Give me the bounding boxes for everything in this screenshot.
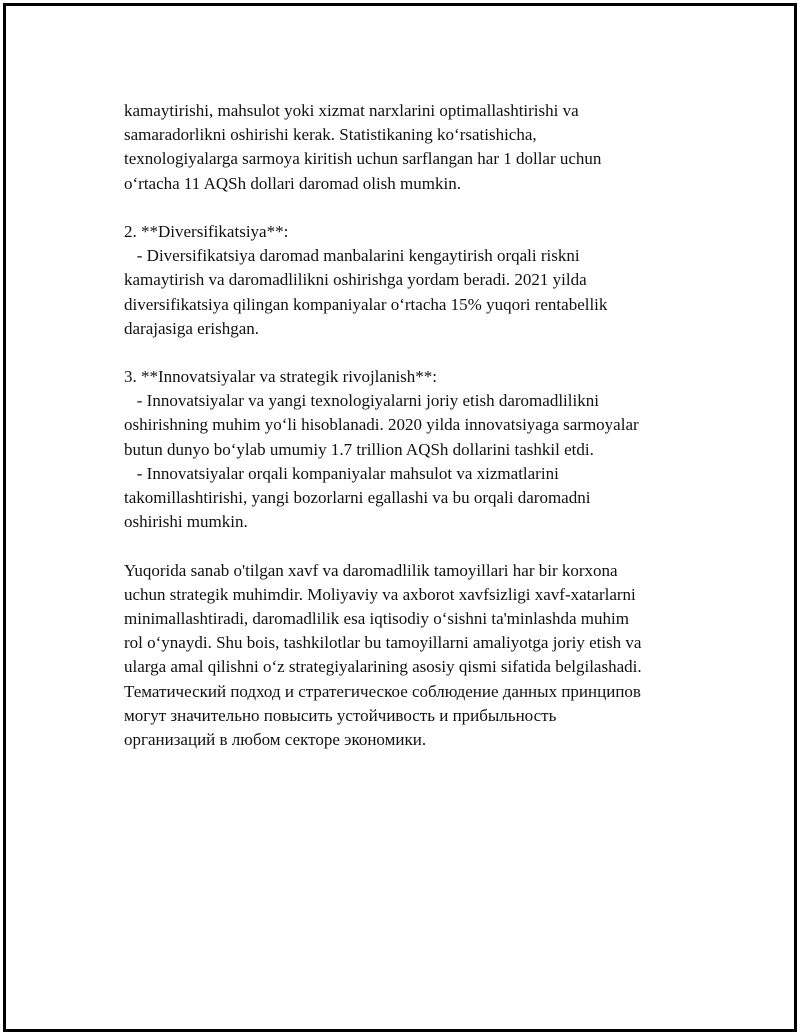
text-line: diversifikatsiya qilingan kompaniyalar o‘rtacha 15% yuqori rentabellik: [124, 294, 608, 314]
text-line: oshirishi mumkin.: [124, 512, 248, 532]
text-line: butun dunyo bo‘ylab umumiy 1.7 trillion AQSh dollarini tashkil etdi.: [124, 439, 594, 459]
text-line: - Innovatsiyalar orqali kompaniyalar mahsulot va xizmatlarini: [124, 463, 559, 483]
text-line: minimallashtiradi, daromadlilik esa iqtisodiy o‘sishni ta'minlashda muhim: [124, 608, 629, 628]
text-line: Тематический подход и стратегическое соблюдение данных принципов: [124, 681, 641, 701]
text-line: oshirishning muhim yo‘li hisoblanadi. 2020 yilda innovatsiyaga sarmoyalar: [124, 415, 639, 435]
text-line: o‘rtacha 11 AQSh dollari daromad olish mumkin.: [124, 173, 461, 193]
section-innovation: [124, 365, 704, 534]
paragraph-gap: [124, 196, 704, 220]
text-line: samaradorlikni oshirishi kerak. Statistikaning ko‘rsatishicha,: [124, 125, 537, 145]
document-body: [124, 99, 704, 752]
text-line: - Innovatsiyalar va yangi texnologiyalarni joriy etish daromadlilikni: [124, 391, 599, 411]
section-diversification: [124, 220, 704, 341]
text-line: uchun strategik muhimdir. Moliyaviy va axborot xavfsizligi xavf-xatarlarni: [124, 584, 636, 604]
paragraph-intro: [124, 99, 704, 196]
text-line: организаций в любом секторе экономики.: [124, 729, 427, 749]
section-heading: 3. **Innovatsiyalar va strategik rivojlanish**:: [124, 367, 438, 387]
text-line: - Diversifikatsiya daromad manbalarini kengaytirish orqali riskni: [124, 246, 580, 266]
paragraph-gap: [124, 534, 704, 558]
page-frame: [3, 3, 797, 1032]
text-line: kamaytirishi, mahsulot yoki xizmat narxlarini optimallashtirishi va: [124, 101, 579, 120]
paragraph-gap: [124, 341, 704, 365]
text-line: Yuqorida sanab o'tilgan xavf va daromadlilik tamoyillari har bir korxona: [124, 560, 618, 580]
text-line: ularga amal qilishni o‘z strategiyalarining asosiy qismi sifatida belgilashadi.: [124, 657, 642, 677]
paragraph-conclusion: [124, 559, 704, 753]
text-line: kamaytirish va daromadlilikni oshirishga yordam beradi. 2021 yilda: [124, 270, 587, 290]
text-line: takomillashtirishi, yangi bozorlarni egallashi va bu orqali daromadni: [124, 488, 591, 507]
text-line: darajasiga erishgan.: [124, 318, 259, 338]
text-line: texnologiyalarga sarmoya kiritish uchun sarflangan har 1 dollar uchun: [124, 149, 602, 169]
text-line: могут значительно повысить устойчивость и прибыльность: [124, 705, 557, 725]
section-heading: 2. **Diversifikatsiya**:: [124, 221, 289, 241]
text-line: rol o‘ynaydi. Shu bois, tashkilotlar bu tamoyillarni amaliyotga joriy etish va: [124, 633, 642, 653]
